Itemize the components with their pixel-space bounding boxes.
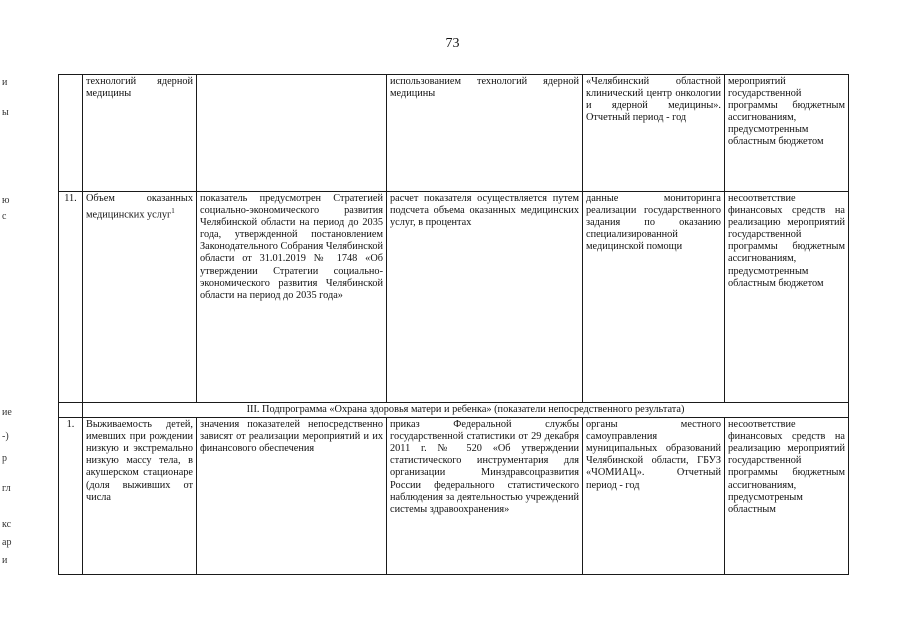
indicator-name-cell — [83, 192, 197, 403]
section-header-row — [59, 403, 849, 418]
margin-fragment: -) — [2, 431, 9, 442]
margin-fragment: гл — [2, 483, 11, 494]
table-row — [59, 75, 849, 192]
data-source-cell: органы местного самоуправления муниципальных образований Челябинской области, ГБУЗ «ЧОМИАЦ». Отчетный период - год — [583, 418, 725, 575]
indicator-table — [58, 74, 849, 575]
calculation-method-cell: расчет показателя осуществляется путем подсчета объема оказанных медицинских услуг, в процентах — [387, 192, 583, 403]
row-number-cell: 11. — [59, 192, 83, 403]
row-number-cell — [59, 75, 83, 192]
margin-fragment: ие — [2, 407, 12, 418]
calculation-method-cell: приказ Федеральной службы государственной статистики от 29 декабря 2011 г. № 520 «Об утверждении статистического инструментария для организации Минздравсоцразвития России федерального статистического наблюдения за деятельностью учреждений системы здравоохранения» — [387, 418, 583, 575]
margin-fragment: р — [2, 453, 7, 464]
section-header-spacer — [59, 403, 83, 418]
data-source-cell: данные мониторинга реализации государственного задания по оказанию специализированной медицинской помощи — [583, 192, 725, 403]
page-number: 73 — [445, 36, 460, 51]
left-margin-fragments — [0, 0, 14, 640]
margin-fragment: ы — [2, 107, 9, 118]
margin-fragment: ю — [2, 195, 10, 206]
margin-fragment: с — [2, 211, 7, 222]
margin-fragment: ар — [2, 537, 12, 548]
indicator-definition-cell — [197, 75, 387, 192]
indicator-name-cell: технологий ядерной медицины — [83, 75, 197, 192]
indicator-definition-cell: значения показателей непосредственно зависят от реализации мероприятий и их финансового обеспечения — [197, 418, 387, 575]
deviation-reason-cell: несоответствие финансовых средств на реализацию мероприятий государственной программы бюджетным ассигнованиям, предусмотреным областным — [725, 418, 849, 575]
indicator-definition-cell: показатель предусмотрен Стратегией социально-экономического развития Челябинской области на период до 2035 года, утвержденной постановлением Законодательного Собрания Челябинской области от 31.01.2019 № 1748 «Об утверждении Стратегии социально-экономического развития Челябинской области на период до 2035 года» — [197, 192, 387, 403]
deviation-reason-cell: мероприятий государственной программы бюджетным ассигнованиям, предусмотренным областным бюджетом — [725, 75, 849, 192]
margin-fragment: и — [2, 77, 8, 88]
table-row — [59, 192, 849, 403]
deviation-reason-cell: несоответствие финансовых средств на реализацию мероприятий государственной программы бюджетным ассигнованиям, предусмотренным областным бюджетом — [725, 192, 849, 403]
calculation-method-cell: использованием технологий ядерной медицины — [387, 75, 583, 192]
footnote-mark: 1 — [171, 207, 175, 216]
section-header: III. Подпрограмма «Охрана здоровья матери и ребенка» (показатели непосредственного результата) — [83, 403, 849, 418]
margin-fragment: кс — [2, 519, 12, 530]
margin-fragment: и — [2, 555, 8, 566]
row-number-cell: 1. — [59, 418, 83, 575]
indicator-name-text: Объем оказанных медицинских услуг — [86, 193, 193, 221]
table-row — [59, 418, 849, 575]
indicator-name-cell: Выживаемость детей, имевших при рождении низкую и экстремально низкую массу тела, в акушерском стационаре (доля выживших от числа — [83, 418, 197, 575]
data-source-cell: «Челябинский областной клинический центр онкологии и ядерной медицины». Отчетный период - год — [583, 75, 725, 192]
